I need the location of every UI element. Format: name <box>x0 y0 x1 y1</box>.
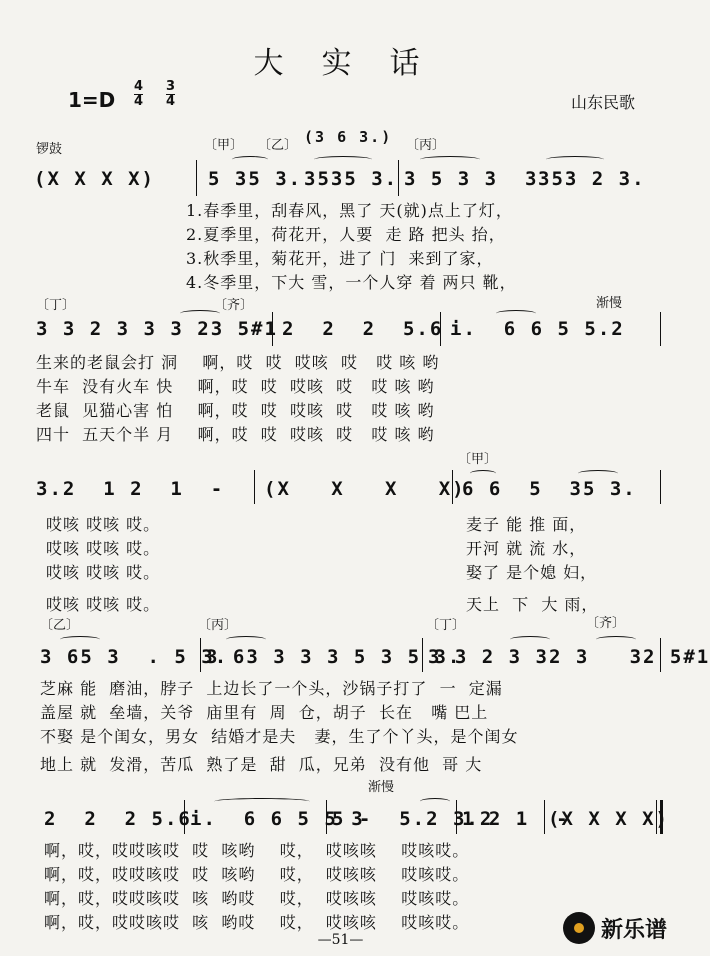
slur <box>420 798 450 805</box>
key-signature: 1=D <box>68 88 116 112</box>
lyric-line: 地上 就 发滑，苦瓜 熟了是 甜 瓜，兄弟 没有他 哥 大 <box>40 755 483 774</box>
notes-measure: 1 2 1 - <box>462 808 570 830</box>
tempo-mark: 渐慢 <box>596 296 623 311</box>
section-mark-b: 〔乙〕 <box>40 618 80 633</box>
slur <box>510 636 550 643</box>
barline <box>254 470 255 504</box>
notes-measure: 3 3 2 3 32 3 32 5#1 <box>428 646 710 668</box>
lyric-line: 生来的老鼠会打 洞 啊，哎 哎 哎咳 哎 哎 咳 哟 <box>36 353 440 372</box>
source-label: 山东民歌 <box>570 93 635 112</box>
page-number: —51— <box>317 932 364 948</box>
lyric-line: 3.秋季里，菊花开，进了 门 来到了家， <box>186 249 494 268</box>
slur <box>546 156 604 163</box>
notes-measure: 2 2 2 5.6 <box>44 808 192 830</box>
notes-measure: 5 - 5.2 3.2 <box>332 808 494 830</box>
barline <box>456 800 457 834</box>
notes-measure: 2 2 2 5.6 <box>282 318 444 340</box>
record-disc-icon <box>563 912 595 944</box>
slur <box>180 310 220 317</box>
notes-measure: (X X X X) <box>548 808 669 830</box>
lyric-line: 娶了 是个媳 妇， <box>466 563 598 582</box>
slur <box>214 798 310 805</box>
lyric-line: 哎咳 哎咳 哎。 <box>46 539 161 558</box>
notes-measure: 3 3 2 3 3 3 23 5#1 <box>36 318 278 340</box>
notes-measure: 3.2 1 2 1 - <box>36 478 225 500</box>
barline <box>660 638 661 672</box>
lyric-line: 哎咳 哎咳 哎。 <box>46 595 161 614</box>
barline <box>660 312 661 346</box>
lyric-line: 啊，哎，哎哎咳哎 哎 咳哟 哎， 哎咳咳 哎咳哎。 <box>44 841 470 860</box>
barline <box>326 800 327 834</box>
lyric-line: 盖屋 就 垒墙，关爷 庙里有 周 仓，胡子 长在 嘴 巴上 <box>40 703 489 722</box>
section-mark-e: 〔齐〕 <box>586 616 626 631</box>
section-b-notes: (3 6 3.) <box>304 128 393 146</box>
slur <box>496 310 536 317</box>
barline <box>544 800 545 834</box>
barline <box>184 800 185 834</box>
barline <box>440 312 441 346</box>
lyric-line: 不娶 是个闺女，男女 结婚才是夫 妻，生了个丫头，是个闺女 <box>40 727 519 746</box>
barline <box>272 312 273 346</box>
lyric-line: 芝麻 能 磨油，脖子 上边长了一个头，沙锅子打了 一 定漏 <box>40 679 503 698</box>
slur <box>226 636 266 643</box>
slur <box>314 156 372 163</box>
slur <box>596 636 636 643</box>
barline <box>200 638 201 672</box>
notes-measure: 3 63 3 3 3 5 3 5 3. <box>206 646 462 668</box>
section-mark-d: 〔丁〕 <box>36 298 76 313</box>
section-mark-c: 〔丙〕 <box>198 618 238 633</box>
tempo-mark: 渐慢 <box>368 780 395 795</box>
lyric-line: 啊，哎，哎哎咳哎 哎 咳哟 哎， 哎咳咳 哎咳哎。 <box>44 865 470 884</box>
song-title: 大实话 <box>253 46 458 81</box>
lyric-line: 四十 五天个半 月 啊，哎 哎 哎咳 哎 哎 咳 哟 <box>36 425 435 444</box>
slur <box>470 470 496 477</box>
notes-measure: 6 6 5 35 3. <box>462 478 637 500</box>
barline <box>398 160 399 196</box>
notes-measure: 5 35 3. <box>208 168 303 190</box>
notes-measure: 353 2 3. <box>538 168 646 190</box>
section-mark-e: 〔齐〕 <box>214 298 254 313</box>
section-mark-a: 〔甲〕 <box>458 452 498 467</box>
slur <box>420 156 480 163</box>
slur <box>60 636 100 643</box>
site-logo[interactable] <box>563 912 667 944</box>
lyric-line: 啊，哎，哎哎咳哎 咳 哟哎 哎， 哎咳咳 哎咳哎。 <box>44 889 470 908</box>
barline <box>196 160 197 196</box>
section-mark-c: 〔丙〕 <box>406 138 446 153</box>
barline <box>422 638 423 672</box>
lyric-line: 啊，哎，哎哎咳哎 咳 哟哎 哎， 哎咳咳 哎咳哎。 <box>44 913 470 932</box>
time-signature-2: $\frac{3}{4}$ <box>166 79 176 109</box>
notes-measure: (X X X X) <box>264 478 466 500</box>
section-mark-a: 〔甲〕 <box>204 138 244 153</box>
logo-text: 新乐谱 <box>600 917 667 943</box>
barline <box>660 470 661 504</box>
lyric-line: 麦子 能 推 面， <box>466 515 587 534</box>
notes-measure: 3 5 3 3 3 <box>404 168 539 190</box>
lyric-line: 天上 下 大 雨， <box>466 595 599 614</box>
intro-notes: (X X X X) <box>34 168 155 190</box>
lyric-line: 哎咳 哎咳 哎。 <box>46 515 161 534</box>
section-mark-b: 〔乙〕 <box>258 138 298 153</box>
lyric-line: 2.夏季里，荷花开，人要 走 路 把头 抬， <box>186 225 506 244</box>
intro-label: 锣鼓 <box>36 142 63 157</box>
notes-measure: i. 6 6 5 5.2 <box>450 318 625 340</box>
section-mark-d: 〔丁〕 <box>426 618 466 633</box>
time-signature-1: $\frac{4}{4}$ <box>134 79 144 109</box>
lyric-line: 老鼠 见猫心害 怕 啊，哎 哎 哎咳 哎 哎 咳 哟 <box>36 401 435 420</box>
slur <box>578 470 618 477</box>
notes-measure: 3535 3. <box>304 168 399 190</box>
lyric-line: 哎咳 哎咳 哎。 <box>46 563 161 582</box>
lyric-line: 牛车 没有火车 快 啊，哎 哎 哎咳 哎 哎 咳 哟 <box>36 377 435 396</box>
notes-measure: 3 65 3 . 5 3. <box>40 646 229 668</box>
barline <box>452 470 453 504</box>
lyric-line: 4.冬季里，下大 雪，一个人穿 着 两只 靴， <box>186 273 517 292</box>
slur <box>232 156 268 163</box>
lyric-line: 开河 就 流 水， <box>466 539 587 558</box>
lyric-line: 1.春季里，刮春风，黑了 天(就)点上了灯， <box>186 201 513 220</box>
notes-measure: i. 6 6 5 5 3 <box>190 808 365 830</box>
final-barline <box>656 800 663 834</box>
